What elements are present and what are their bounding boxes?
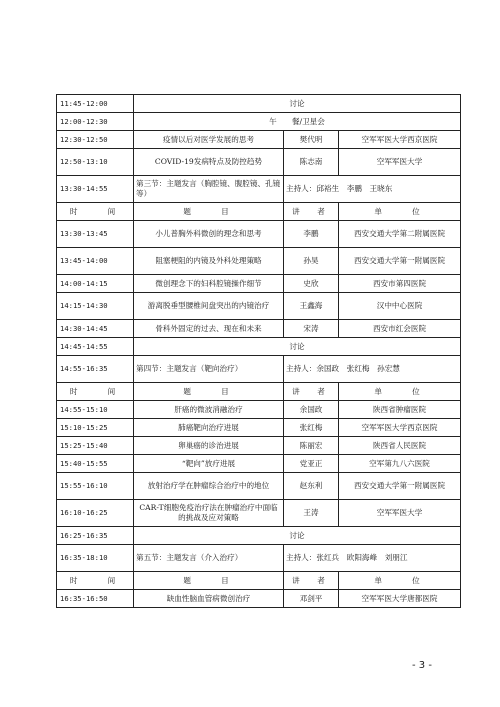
table-row [57, 473, 461, 500]
time-cell: 13:30-13:45 [57, 221, 134, 248]
table-row [57, 113, 461, 131]
section-title: 第五节：主题发言（介入治疗） [134, 545, 284, 572]
session-label: 午 餐/卫星会 [134, 113, 461, 131]
speaker-cell: 王涛 [284, 500, 339, 527]
speaker-cell: 邓剑平 [284, 590, 339, 608]
header-unit: 单 位 [339, 572, 461, 590]
time-cell: 12:30-12:50 [57, 131, 134, 149]
session-label: 讨论 [134, 527, 461, 545]
table-row [57, 203, 461, 221]
topic-cell: 骨科外固定的过去、现在和未来 [134, 320, 284, 338]
topic-cell: CAR-T细胞免疫治疗法在肿瘤治疗中面临的挑战及应对策略 [134, 500, 284, 527]
speaker-cell: 党亚正 [284, 455, 339, 473]
table-row [57, 401, 461, 419]
topic-cell: 肝癌的微波消融治疗 [134, 401, 284, 419]
header-unit: 单 位 [339, 203, 461, 221]
speaker-cell: 赵东利 [284, 473, 339, 500]
table-row [57, 500, 461, 527]
section-hosts: 主持人：张红兵 欧阳海峰 刘朋江 [284, 545, 461, 572]
unit-cell: 陕西省人民医院 [339, 437, 461, 455]
header-topic: 题 目 [134, 203, 284, 221]
table-row [57, 176, 461, 203]
schedule-body [57, 95, 461, 608]
header-unit: 单 位 [339, 383, 461, 401]
time-cell: 15:40-15:55 [57, 455, 134, 473]
unit-cell: 空军军医大学唐都医院 [339, 590, 461, 608]
time-cell: 14:15-14:30 [57, 293, 134, 320]
time-cell: 12:50-13:10 [57, 149, 134, 176]
time-cell: 15:25-15:40 [57, 437, 134, 455]
schedule-table [56, 94, 461, 608]
unit-cell: 西安市第四医院 [339, 275, 461, 293]
unit-cell: 西安市红会医院 [339, 320, 461, 338]
time-cell: 13:45-14:00 [57, 248, 134, 275]
table-row [57, 221, 461, 248]
section-hosts: 主持人：邱裕生 李鹏 王晓东 [284, 176, 461, 203]
speaker-cell: 宋涛 [284, 320, 339, 338]
unit-cell: 陕西省肿瘤医院 [339, 401, 461, 419]
time-cell: 15:10-15:25 [57, 419, 134, 437]
speaker-cell: 樊代明 [284, 131, 339, 149]
topic-cell: 游离脱垂型腰椎间盘突出的内镜治疗 [134, 293, 284, 320]
table-row [57, 356, 461, 383]
table-row [57, 320, 461, 338]
topic-cell: 阻塞梗阻的内镜及外科处理策略 [134, 248, 284, 275]
table-row [57, 383, 461, 401]
unit-cell: 西安交通大学第一附属医院 [339, 248, 461, 275]
topic-cell: “靶向”放疗进展 [134, 455, 284, 473]
unit-cell: 空军军医大学西京医院 [339, 419, 461, 437]
time-cell: 11:45-12:00 [57, 95, 134, 113]
header-topic: 题 目 [134, 572, 284, 590]
speaker-cell: 史欣 [284, 275, 339, 293]
table-row [57, 293, 461, 320]
table-row [57, 248, 461, 275]
table-row [57, 275, 461, 293]
session-label: 讨论 [134, 338, 461, 356]
table-row [57, 338, 461, 356]
time-cell: 16:25-16:35 [57, 527, 134, 545]
topic-cell: 卵巢癌的诊治进展 [134, 437, 284, 455]
topic-cell: 疫情以后对医学发展的思考 [134, 131, 284, 149]
section-title: 第四节：主题发言（靶向治疗） [134, 356, 284, 383]
table-row [57, 527, 461, 545]
speaker-cell: 李鹏 [284, 221, 339, 248]
unit-cell: 西安交通大学第二附属医院 [339, 221, 461, 248]
table-row [57, 572, 461, 590]
unit-cell: 空军军医大学西京医院 [339, 131, 461, 149]
table-row [57, 149, 461, 176]
table-row [57, 95, 461, 113]
section-hosts: 主持人：余国政 张红梅 孙宏慧 [284, 356, 461, 383]
topic-cell: 放射治疗学在肿瘤综合治疗中的地位 [134, 473, 284, 500]
time-cell: 16:35-16:50 [57, 590, 134, 608]
table-row [57, 590, 461, 608]
speaker-cell: 张红梅 [284, 419, 339, 437]
table-row [57, 455, 461, 473]
table-row [57, 545, 461, 572]
topic-cell: 小儿普胸外科微创的理念和思考 [134, 221, 284, 248]
unit-cell: 空军军医大学 [339, 149, 461, 176]
speaker-cell: 陈志南 [284, 149, 339, 176]
topic-cell: 缺血性脑血管病微创治疗 [134, 590, 284, 608]
unit-cell: 空军军医大学 [339, 500, 461, 527]
unit-cell: 空军第九八六医院 [339, 455, 461, 473]
header-speaker: 讲 者 [284, 383, 339, 401]
table-row [57, 131, 461, 149]
time-cell: 14:45-14:55 [57, 338, 134, 356]
time-cell: 14:00-14:15 [57, 275, 134, 293]
speaker-cell: 陈丽宏 [284, 437, 339, 455]
speaker-cell: 王鑫海 [284, 293, 339, 320]
session-label: 讨论 [134, 95, 461, 113]
header-time: 时 间 [57, 383, 134, 401]
topic-cell: COVID-19发病特点及防控趋势 [134, 149, 284, 176]
speaker-cell: 余国政 [284, 401, 339, 419]
table-row [57, 419, 461, 437]
time-cell: 16:35-18:10 [57, 545, 134, 572]
time-cell: 14:55-16:35 [57, 356, 134, 383]
header-time: 时 间 [57, 203, 134, 221]
time-cell: 14:55-15:10 [57, 401, 134, 419]
page-number: - 3 - [412, 660, 432, 671]
time-cell: 16:10-16:25 [57, 500, 134, 527]
unit-cell: 汉中中心医院 [339, 293, 461, 320]
section-title: 第三节：主题发言（胸腔镜、腹腔镜、孔镜等） [134, 176, 284, 203]
header-topic: 题 目 [134, 383, 284, 401]
time-cell: 12:00-12:30 [57, 113, 134, 131]
table-row [57, 437, 461, 455]
header-speaker: 讲 者 [284, 572, 339, 590]
speaker-cell: 孙昊 [284, 248, 339, 275]
unit-cell: 西安交通大学第一附属医院 [339, 473, 461, 500]
header-speaker: 讲 者 [284, 203, 339, 221]
time-cell: 15:55-16:10 [57, 473, 134, 500]
header-time: 时 间 [57, 572, 134, 590]
time-cell: 14:30-14:45 [57, 320, 134, 338]
time-cell: 13:30-14:55 [57, 176, 134, 203]
topic-cell: 微创理念下的妇科腔镜操作细节 [134, 275, 284, 293]
topic-cell: 肺癌靶向治疗进展 [134, 419, 284, 437]
